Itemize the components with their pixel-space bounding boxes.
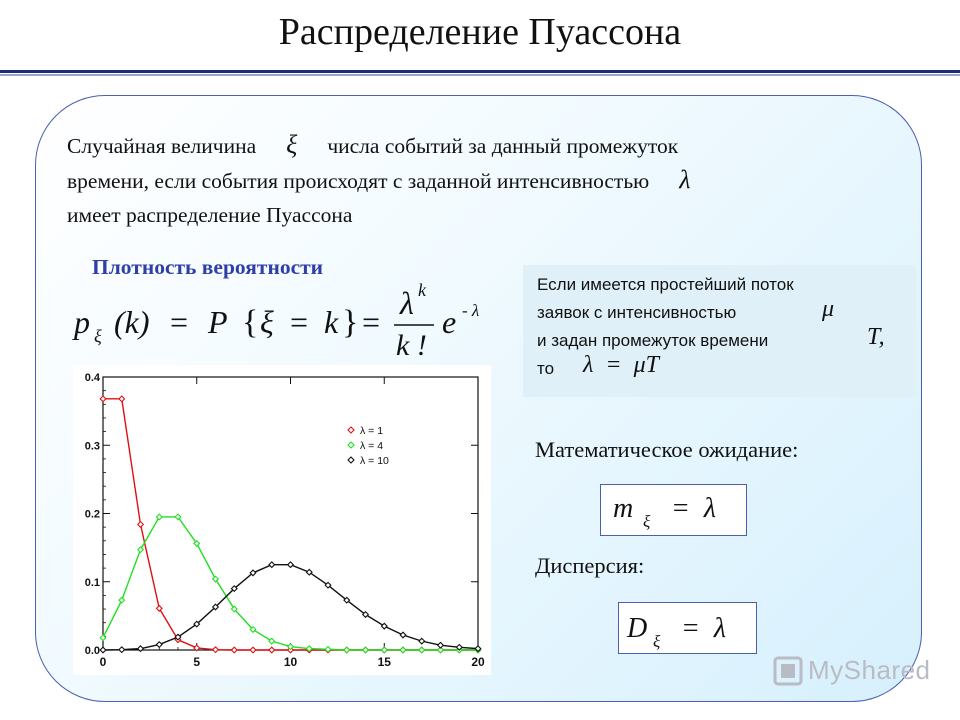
expectation-m: m	[613, 493, 634, 524]
variance-formula	[618, 602, 757, 654]
info-line-4	[537, 352, 916, 383]
formula-brace-close: }	[342, 304, 359, 341]
xi-symbol: ξ	[286, 130, 298, 159]
title-rule	[0, 70, 960, 73]
legend-label-1: λ = 1	[360, 425, 384, 437]
y-tick-label: 0.0	[84, 645, 100, 657]
x-tick-label: 5	[193, 655, 201, 669]
formula-eq-1: =	[170, 304, 189, 340]
formula-e-sup: - λ	[462, 301, 480, 320]
variance-rest: = λ	[681, 613, 727, 644]
intro-line-3: имеет распределение Пуассона	[67, 203, 353, 227]
formula-p-sub: ξ	[94, 326, 102, 346]
mu-symbol: μ	[822, 296, 835, 322]
x-tick-label: 0	[99, 655, 107, 669]
poisson-chart	[73, 365, 491, 675]
x-tick-label: 20	[471, 655, 485, 669]
info-box	[523, 265, 916, 397]
formula-P: P	[208, 304, 228, 340]
y-tick-label: 0.3	[84, 440, 100, 453]
lambda-symbol: λ	[679, 165, 691, 194]
time-symbol: T,	[867, 324, 885, 350]
intro-line-1-after: числа событий за данный промежуток	[327, 134, 679, 158]
intro-text	[67, 128, 907, 232]
variance-d: D	[627, 613, 648, 644]
formula-k: k	[324, 304, 339, 340]
formula-brace-open: {	[242, 304, 259, 341]
x-tick-label: 15	[377, 655, 391, 669]
title-rule-light	[0, 74, 960, 76]
formula-p: p	[74, 304, 90, 340]
y-tick-label: 0.1	[84, 576, 100, 589]
formula-denominator: k !	[396, 329, 427, 358]
formula-p-arg: (k)	[114, 304, 150, 340]
info-line-3-text: и задан промежуток времени	[537, 331, 769, 350]
intro-line-1	[67, 128, 907, 163]
formula-numerator-sup: k	[418, 280, 426, 300]
chart-background	[73, 365, 491, 675]
variance-sub: ξ	[653, 632, 661, 651]
formula-numerator: λ	[400, 285, 414, 321]
slide-title: Распределение Пуассона	[278, 11, 682, 53]
intro-line-2	[67, 163, 907, 198]
density-title: Плотность вероятности	[92, 255, 324, 279]
watermark-text: MyShared	[808, 655, 931, 685]
y-tick-label: 0.4	[84, 372, 100, 384]
legend-label-2: λ = 4	[360, 440, 384, 452]
x-tick-label: 10	[283, 655, 298, 669]
info-line-2-text: заявок с интенсивностью	[537, 303, 737, 322]
formula-eq-2: =	[290, 304, 309, 340]
intro-line-1-before: Случайная величина	[67, 134, 257, 158]
expectation-label: Математическое ожидание:	[535, 437, 799, 462]
info-line-4-text: то	[537, 359, 555, 378]
info-line-1: Если имеется простейший поток	[537, 275, 794, 294]
watermark-icon	[772, 655, 806, 689]
formula-e: e	[442, 304, 457, 340]
formula-xi: ξ	[260, 304, 274, 340]
expectation-sub: ξ	[643, 512, 651, 531]
intro-line-2-text: времени, если события происходят с заданной интенсивностью	[67, 169, 650, 193]
density-formula	[70, 278, 500, 358]
info-line-2	[537, 296, 916, 327]
expectation-formula	[600, 484, 747, 536]
variance-label: Дисперсия:	[535, 553, 645, 578]
lambda-mu-t-formula: λ = μT	[583, 352, 659, 378]
expectation-rest: = λ	[671, 493, 717, 524]
y-tick-label: 0.2	[84, 508, 100, 521]
legend-label-3: λ = 10	[360, 455, 389, 467]
formula-eq-3: =	[362, 304, 381, 340]
